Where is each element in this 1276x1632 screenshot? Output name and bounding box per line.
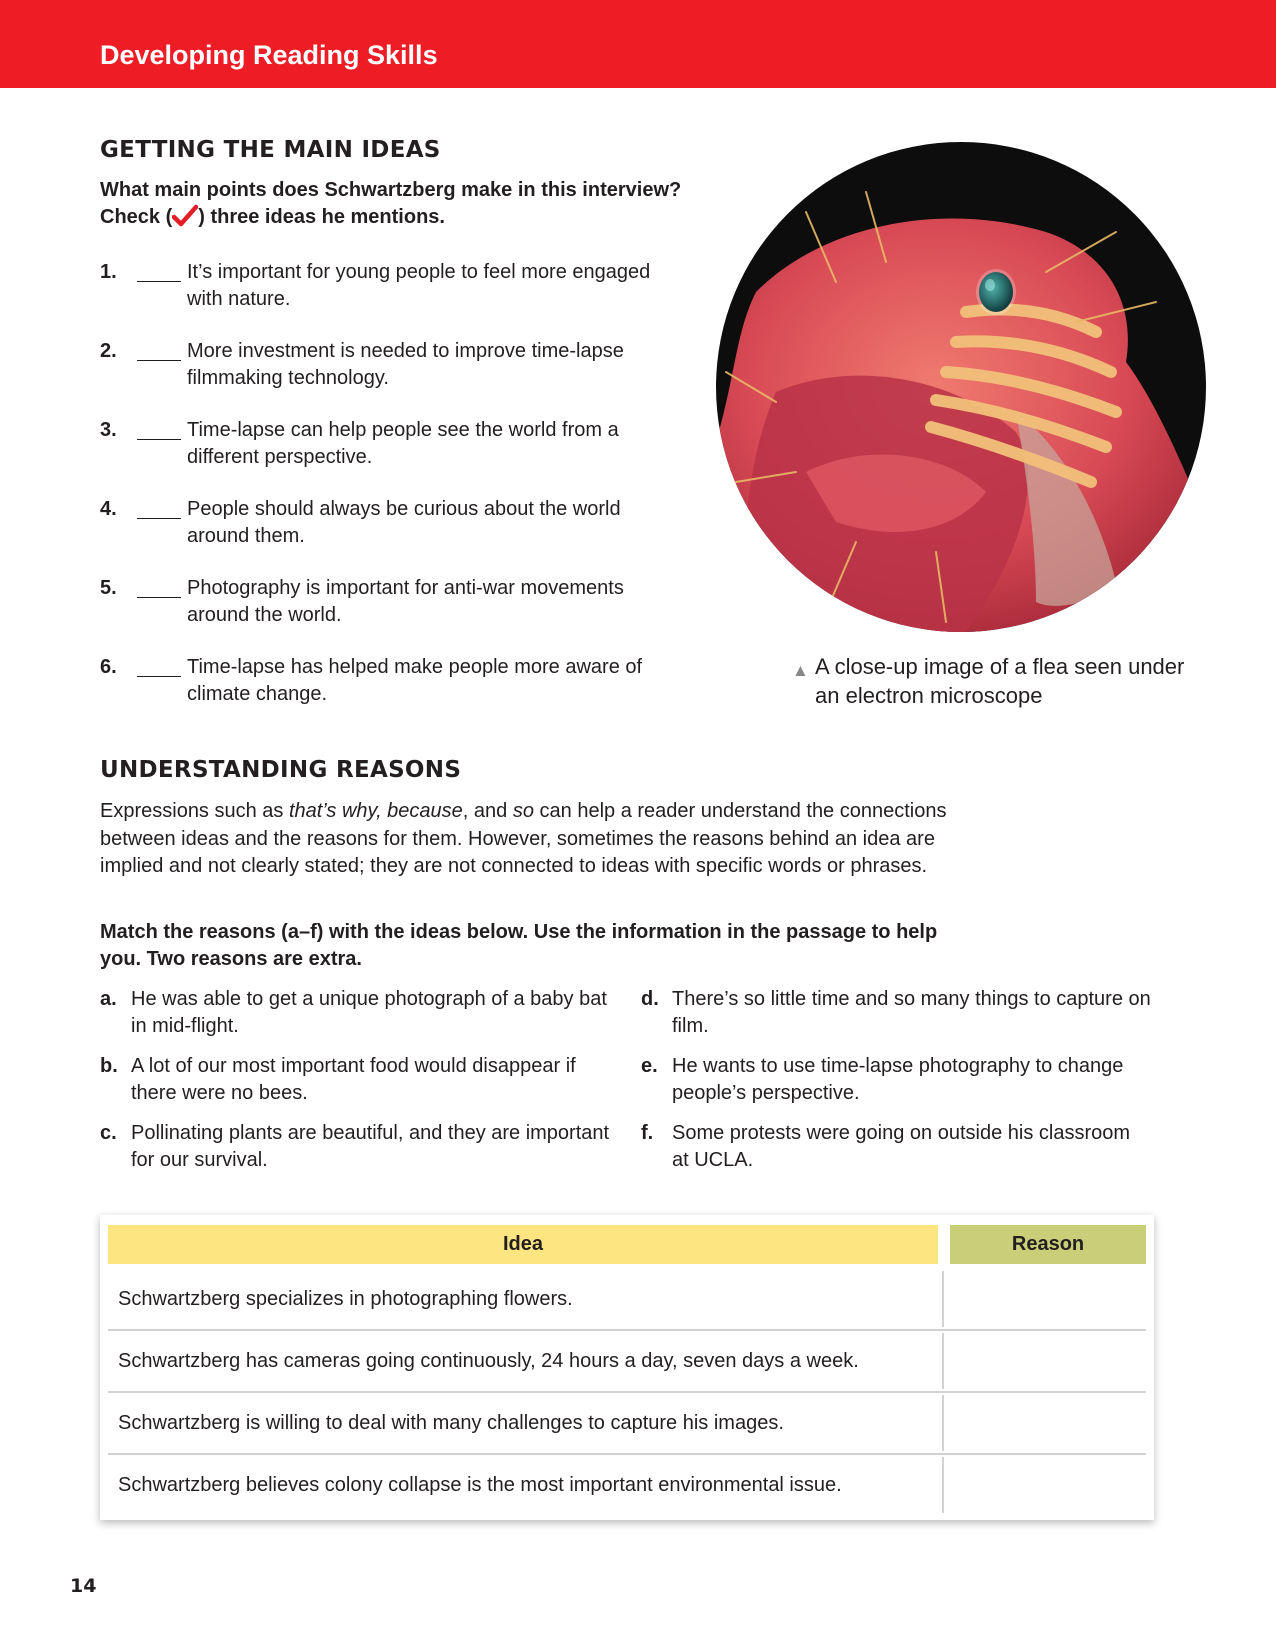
- item-number: 3.: [100, 419, 117, 441]
- checkmark-icon: [172, 204, 198, 228]
- table-row: [108, 1331, 1146, 1393]
- reasons-instruction: Match the reasons (a–f) with the ideas below. Use the information in the passage to help you. Two reasons are extra.: [100, 921, 938, 970]
- reason-letter: e.: [641, 1055, 658, 1077]
- main-idea-item: [100, 654, 700, 714]
- instruction-pre: Check (: [100, 206, 173, 228]
- main-idea-item: [100, 575, 700, 635]
- idea-cell: Schwartzberg specializes in photographing flowers.: [118, 1288, 573, 1310]
- flea-illustration: [716, 142, 1206, 632]
- reason-letter: c.: [100, 1122, 117, 1144]
- header-banner: [0, 0, 1276, 88]
- check-blank[interactable]: [137, 676, 181, 677]
- reason-letter: f.: [641, 1122, 654, 1144]
- para-text: , and: [462, 800, 513, 822]
- item-number: 4.: [100, 498, 117, 520]
- check-blank[interactable]: [137, 518, 181, 519]
- column-divider: [942, 1457, 944, 1513]
- caption-triangle-icon: ▲: [792, 661, 809, 680]
- banner-title: Developing Reading Skills: [100, 40, 438, 70]
- instruction-post: ) three ideas he mentions.: [198, 206, 445, 228]
- column-divider: [942, 1395, 944, 1451]
- column-divider: [942, 1333, 944, 1389]
- check-blank[interactable]: [137, 360, 181, 361]
- main-ideas-heading: GETTING THE MAIN IDEAS: [100, 137, 441, 163]
- reason-letter: d.: [641, 988, 659, 1010]
- column-divider: [942, 1271, 944, 1327]
- para-text: can help a reader understand the connections between ideas and the reasons for them. However, sometimes the reasons behind an idea are implied and not clearly stated; they are not connected to ideas with specific words or phrases.: [100, 800, 947, 877]
- item-text: Time-lapse has helped make people more aware of climate change.: [187, 656, 643, 705]
- item-text: More investment is needed to improve time-lapse filmmaking technology.: [187, 340, 624, 389]
- item-number: 6.: [100, 656, 117, 678]
- item-number: 5.: [100, 577, 117, 599]
- idea-cell: Schwartzberg believes colony collapse is the most important environmental issue.: [118, 1474, 842, 1496]
- item-number: 2.: [100, 340, 117, 362]
- instruction-line-1: What main points does Schwartzberg make in this interview?: [100, 179, 682, 201]
- reason-text: He was able to get a unique photograph of a baby bat in mid-flight.: [131, 988, 607, 1037]
- reason-text: He wants to use time-lapse photography to change people’s perspective.: [672, 1055, 1124, 1104]
- instruction-line-2: [100, 204, 720, 231]
- idea-column-header: Idea: [108, 1225, 938, 1264]
- main-idea-item: [100, 259, 700, 319]
- para-italic: that’s why, because: [288, 800, 463, 822]
- check-blank[interactable]: [137, 281, 181, 282]
- para-italic: so: [512, 800, 534, 822]
- main-idea-item: [100, 338, 700, 398]
- item-text: Photography is important for anti-war movements around the world.: [187, 577, 624, 626]
- idea-cell: Schwartzberg has cameras going continuously, 24 hours a day, seven days a week.: [118, 1350, 859, 1372]
- idea-cell: Schwartzberg is willing to deal with many challenges to capture his images.: [118, 1412, 784, 1434]
- reason-letter: b.: [100, 1055, 118, 1077]
- page-number: 14: [70, 1575, 97, 1597]
- reason-column-header: Reason: [950, 1225, 1146, 1264]
- reason-letter: a.: [100, 988, 117, 1010]
- main-idea-item: [100, 496, 700, 556]
- reason-text: There’s so little time and so many things to capture on film.: [672, 988, 1151, 1037]
- reason-text: A lot of our most important food would disappear if there were no bees.: [131, 1055, 576, 1104]
- table-row: [108, 1455, 1146, 1517]
- item-text: People should always be curious about the world around them.: [187, 498, 621, 547]
- item-number: 1.: [100, 261, 117, 283]
- reasons-paragraph: [100, 798, 950, 881]
- main-idea-item: [100, 417, 700, 477]
- flea-photo: [716, 142, 1206, 632]
- item-text: Time-lapse can help people see the world from a different perspective.: [187, 419, 619, 468]
- photo-caption: [792, 652, 1192, 710]
- table-row: [108, 1269, 1146, 1331]
- table-row: [108, 1393, 1146, 1455]
- main-ideas-instruction: [100, 177, 720, 231]
- reason-text: Some protests were going on outside his classroom at UCLA.: [672, 1122, 1131, 1171]
- item-text: It’s important for young people to feel more engaged with nature.: [187, 261, 651, 310]
- check-blank[interactable]: [137, 439, 181, 440]
- caption-text: A close-up image of a flea seen under an electron microscope: [815, 654, 1185, 708]
- reasons-heading: UNDERSTANDING REASONS: [100, 757, 462, 783]
- reason-text: Pollinating plants are beautiful, and they are important for our survival.: [131, 1122, 610, 1171]
- idea-reason-table: [100, 1215, 1154, 1520]
- check-blank[interactable]: [137, 597, 181, 598]
- para-text: Expressions such as: [100, 800, 289, 822]
